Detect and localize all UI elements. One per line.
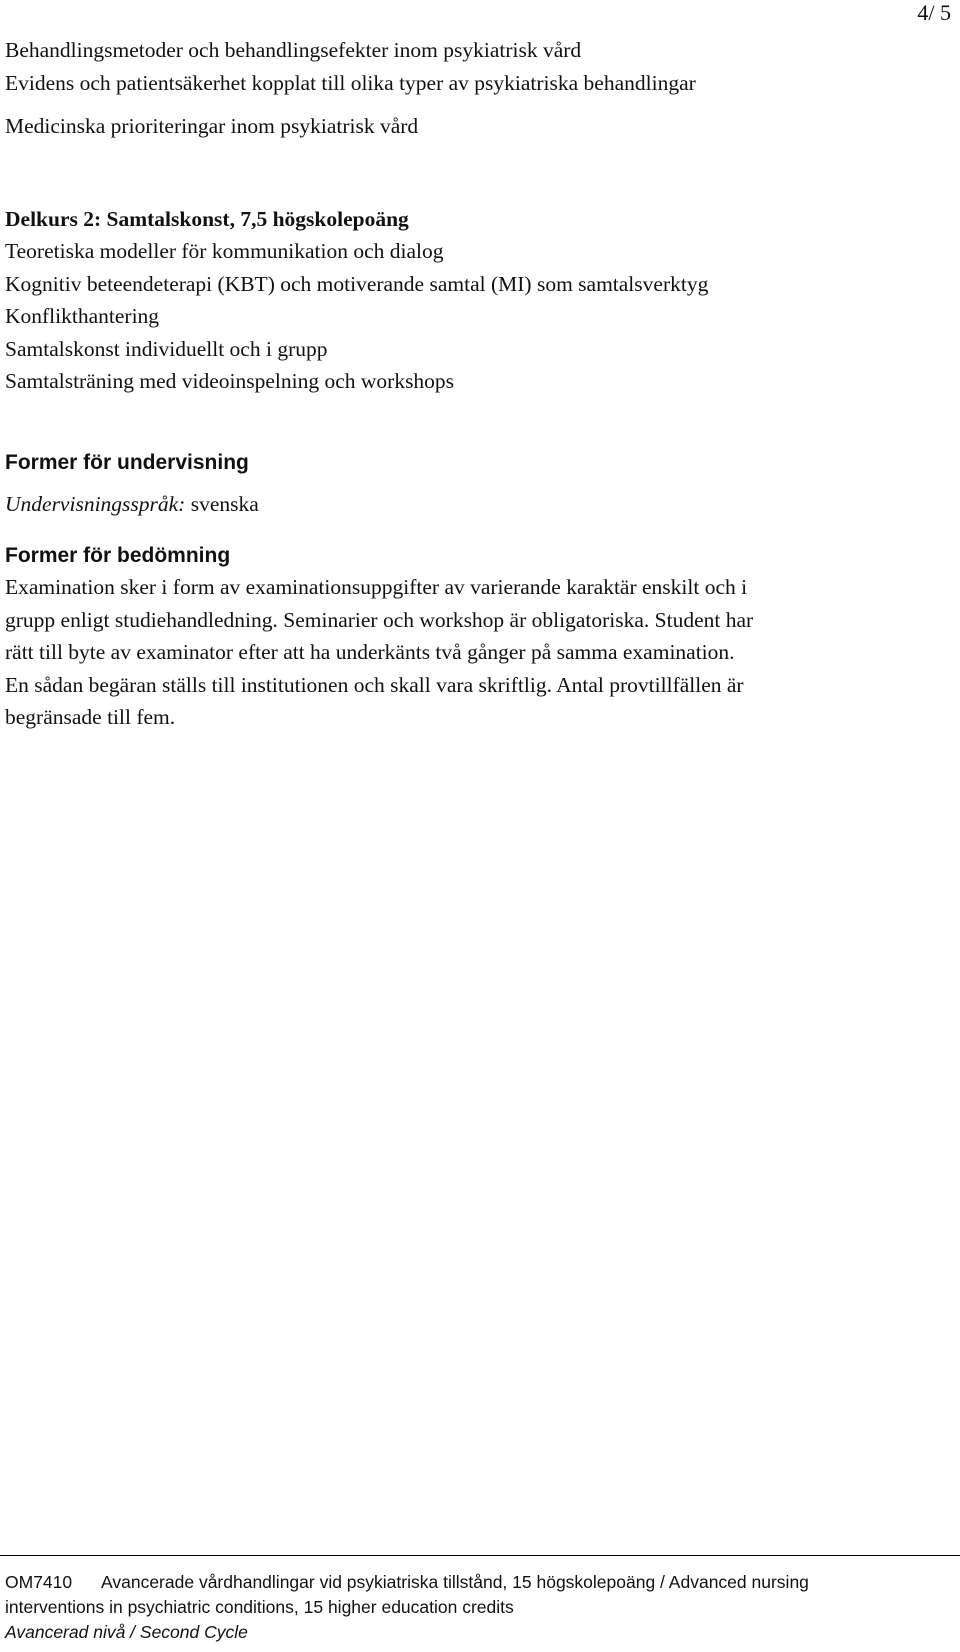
course-level: Avancerad nivå / Second Cycle xyxy=(5,1622,248,1642)
delkurs2-section xyxy=(5,203,945,398)
assessment-line: begränsade till fem. xyxy=(5,705,176,729)
delkurs2-title: Delkurs 2: Samtalskonst, 7,5 högskolepoäng xyxy=(5,206,409,231)
course-code: OM7410 xyxy=(5,1572,73,1592)
intro-line: Evidens och patientsäkerhet kopplat till olika typer av psykiatriska behandlingar xyxy=(5,70,696,95)
course-title-line2: interventions in psychiatric conditions, 15 higher education credits xyxy=(5,1597,514,1617)
assessment-line: Examination sker i form av examinationsuppgifter av varierande karaktär enskilt och i xyxy=(5,575,748,599)
teaching-language xyxy=(5,488,945,521)
teaching-section xyxy=(5,448,945,521)
intro-list xyxy=(5,34,945,143)
delkurs2-item: Kognitiv beteendeterapi (KBT) och motiverande samtal (MI) som samtalsverktyg xyxy=(5,271,709,296)
delkurs2-item: Samtalsträning med videoinspelning och workshops xyxy=(5,369,455,393)
intro-line: Medicinska prioriteringar inom psykiatrisk vård xyxy=(5,114,419,138)
language-value: svenska xyxy=(190,491,259,516)
intro-line: Behandlingsmetoder och behandlingsefekter inom psykiatrisk vård xyxy=(5,38,582,62)
delkurs2-item: Samtalskonst individuellt och i grupp xyxy=(5,336,328,361)
assessment-heading: Former för bedömning xyxy=(5,544,231,567)
assessment-line: En sådan begäran ställs till institutionen och skall vara skriftlig. Antal provtillfällen är xyxy=(5,672,744,697)
language-label: Undervisningsspråk: xyxy=(5,491,186,516)
assessment-line: rätt till byte av examinator efter att ha underkänts två gånger på samma examination. xyxy=(5,640,735,664)
page-number: 4/ 5 xyxy=(917,0,951,25)
course-title-line1: Avancerade vårdhandlingar vid psykiatriska tillstånd, 15 högskolepoäng / Advanced nursing xyxy=(101,1572,809,1592)
assessment-line: grupp enligt studiehandledning. Seminarier och workshop är obligatoriska. Student har xyxy=(5,607,754,632)
footer-line-1 xyxy=(5,1570,955,1595)
delkurs2-item: Teoretiska modeller för kommunikation och dialog xyxy=(5,239,444,263)
document-body xyxy=(5,34,945,734)
teaching-heading: Former för undervisning xyxy=(5,450,249,474)
page-footer xyxy=(5,1570,955,1645)
assessment-section xyxy=(5,541,945,734)
footer-divider xyxy=(0,1555,960,1556)
delkurs2-item: Konflikthantering xyxy=(5,304,160,328)
